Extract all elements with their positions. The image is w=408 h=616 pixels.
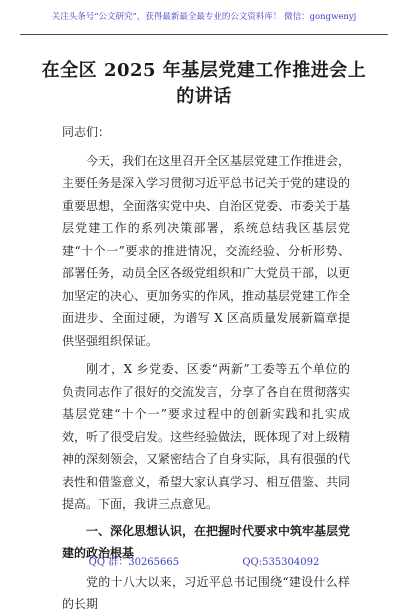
paragraph: 党的十八大以来，习近平总书记围绕“建设什么样的长期 [62,574,350,611]
section-heading: 一、深化思想认识，在把握时代要求中筑牢基层党建的政治根基 [62,523,351,560]
document-body [62,121,350,616]
paragraph: 今天，我们在这里召开全区基层党建工作推进会，主要任务是深入学习贯彻习近平总书记关于党的建设的重要思想，全面落实党中央、自治区党委、市委关于基层党建工作的系列决策部署，系统总结我区基层党建“十个一”要求的推进情况，交流经验、分析形势、部署任务，动员全区各级党组织和广大党员干部，以更加坚定的决心、更加务实的作风，推动基层党建工作全面进步、全面过硬，为谱写 X 区高质量发展新篇章提供坚强组织保证。 [62,153,351,348]
header-divider [20,34,388,35]
document-title: 在全区 2025 年基层党建工作推进会上的讲话 [41,60,367,107]
footer-contact [20,553,388,568]
qq-group-number: QQ 群：30265665 [88,557,180,568]
header-banner: 关注头条号“公文研究”，获得最新最全最专业的公文资料库！ 微信：gongwenyj [51,12,357,22]
salutation: 同志们： [62,125,111,139]
paragraph: 刚才，X 乡党委、区委“两新”工委等五个单位的负责同志作了很好的交流发言，分享了各自在贯彻落实基层党建“十个一”要求过程中的创新实践和扎实成效，听了很受启发。这些经验做法，既体现了对上级精神的深刻领会，又紧密结合了自身实际，具有很强的代表性和借鉴意义，希望大家认真学习、相互借鉴、共同提高。下面，我讲三点意见。 [62,362,351,511]
qq-number: QQ:535304092 [242,557,320,568]
